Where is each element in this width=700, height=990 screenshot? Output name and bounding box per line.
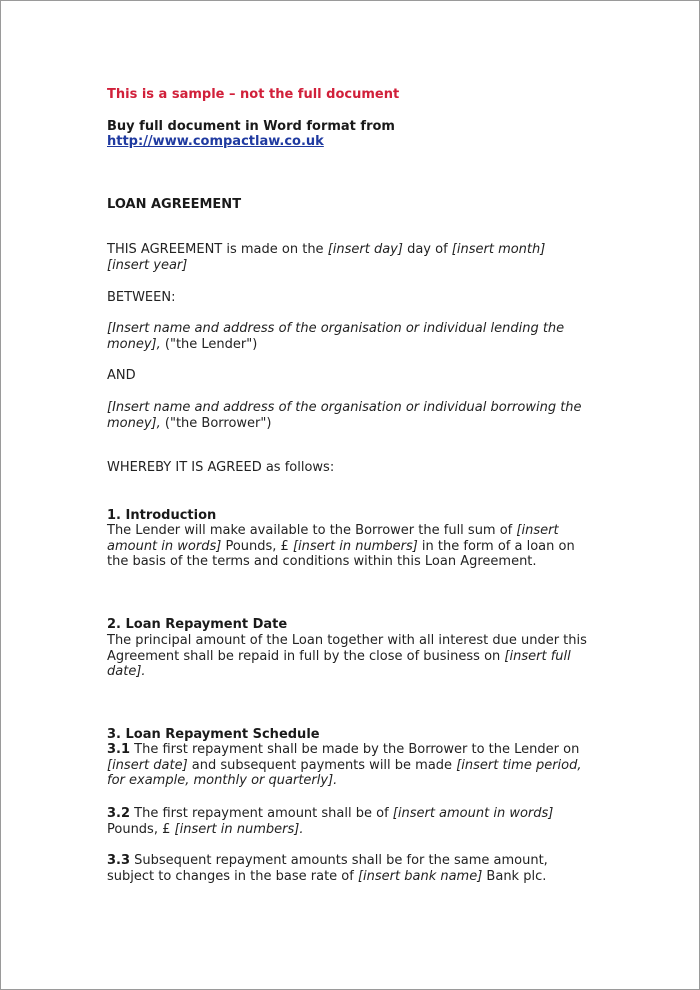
section-1-heading: 1. Introduction	[107, 508, 217, 523]
section-text: Agreement shall be repaid in full by the close of business on	[107, 648, 505, 664]
agreement-intro	[107, 242, 545, 273]
clause-3-2	[107, 806, 553, 837]
clause-3-3	[107, 853, 548, 884]
insert-bank-placeholder: [insert bank name]	[357, 868, 483, 884]
insert-date-placeholder: [insert date]	[107, 757, 188, 773]
section-text: Bank plc.	[482, 868, 547, 884]
section-text: The first repayment shall be made by the Borrower to the Lender on	[130, 742, 580, 757]
section-text: the basis of the terms and conditions within this Loan Agreement.	[107, 554, 537, 569]
borrower-block	[107, 400, 582, 431]
insert-amount-placeholder: amount in words]	[107, 538, 222, 554]
section-text: The Lender will make available to the Borrower the full sum of	[107, 523, 517, 538]
section-text: in the form of a loan on	[417, 538, 575, 554]
clause-number: 3.1	[107, 742, 131, 757]
lender-placeholder: [Insert name and address of the organisation or individual lending the	[107, 321, 565, 336]
and-label: AND	[107, 368, 136, 383]
section-text: Pounds, £	[107, 821, 175, 837]
intro-text: day of	[402, 242, 452, 257]
insert-date-placeholder: date].	[107, 664, 146, 679]
borrower-label: ("the Borrower")	[160, 415, 272, 431]
section-text: subject to changes in the base rate of	[107, 868, 358, 884]
lender-label: ("the Lender")	[160, 336, 258, 352]
insert-amount-placeholder: [insert	[516, 523, 559, 538]
section-text: Subsequent repayment amounts shall be for the same amount,	[130, 853, 548, 868]
insert-amount-placeholder: [insert amount in words]	[392, 806, 554, 821]
insert-day-placeholder: [insert day]	[327, 242, 403, 257]
borrower-placeholder: money],	[107, 415, 161, 431]
clause-number: 3.2	[107, 806, 131, 821]
section-2-heading: 2. Loan Repayment Date	[107, 617, 288, 632]
borrower-placeholder: [Insert name and address of the organisation or individual borrowing the	[107, 400, 582, 415]
insert-numbers-placeholder: [insert in numbers]	[292, 538, 418, 554]
document-title: LOAN AGREEMENT	[107, 197, 242, 212]
whereby-clause: WHEREBY IT IS AGREED as follows:	[107, 460, 335, 475]
section-3-heading: 3. Loan Repayment Schedule	[107, 727, 320, 742]
section-text: Pounds, £	[221, 538, 293, 554]
insert-numbers-placeholder: [insert in numbers].	[174, 821, 304, 837]
insert-month-placeholder: [insert month]	[451, 242, 546, 257]
compactlaw-link[interactable]: http://www.compactlaw.co.uk	[107, 134, 324, 149]
insert-year-placeholder: [insert year]	[107, 257, 188, 273]
between-label: BETWEEN:	[107, 290, 176, 305]
lender-placeholder: money],	[107, 336, 161, 352]
insert-period-placeholder: for example, monthly or quarterly].	[107, 773, 338, 788]
section-text: The first repayment amount shall be of	[130, 806, 393, 821]
section-1-body	[107, 523, 575, 570]
section-text: The principal amount of the Loan together with all interest due under this	[107, 633, 587, 648]
buy-document-text: Buy full document in Word format from	[107, 119, 395, 134]
insert-date-placeholder: [insert full	[504, 648, 571, 664]
insert-period-placeholder: [insert time period,	[456, 757, 582, 773]
clause-3-1	[107, 742, 582, 789]
lender-block	[107, 321, 564, 352]
section-text: and subsequent payments will be made	[187, 757, 457, 773]
section-2-body	[107, 633, 587, 680]
intro-text: THIS AGREEMENT is made on the	[107, 242, 328, 257]
sample-notice: This is a sample – not the full document	[107, 87, 400, 102]
clause-number: 3.3	[107, 853, 131, 868]
